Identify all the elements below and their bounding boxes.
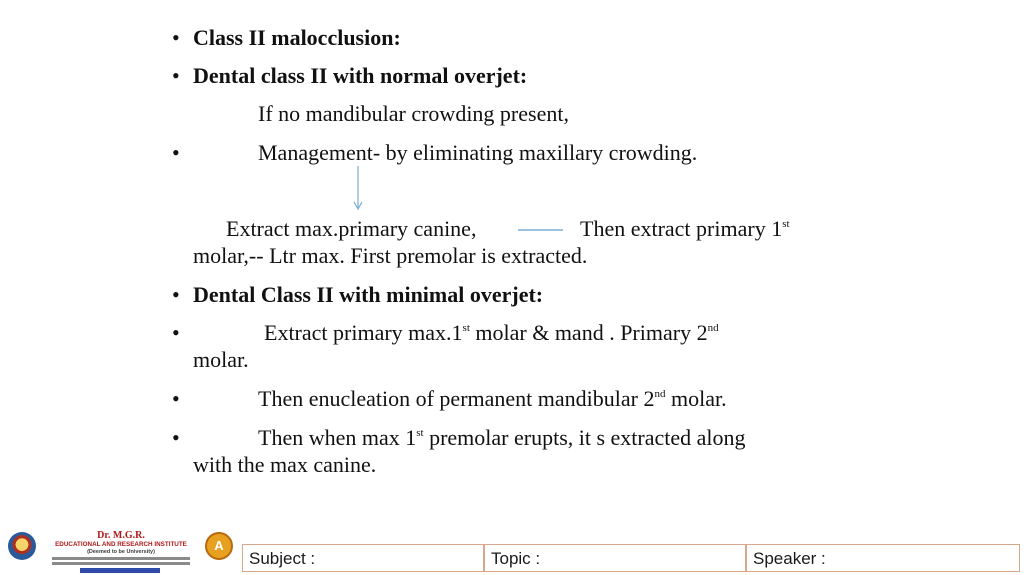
logo-subtitle: EDUCATIONAL AND RESEARCH INSTITUTE [55, 541, 187, 548]
text-with-max-canine: with the max canine. [193, 452, 377, 477]
subject-field: Subject : [242, 544, 484, 572]
superscript: st [416, 427, 424, 439]
heading-minimal-overjet: Dental Class II with minimal overjet: [193, 282, 544, 307]
topic-field: Topic : [484, 544, 746, 572]
logo-title: Dr. M.G.R. [97, 530, 145, 541]
text-part: Then enucleation of permanent mandibular 2 [258, 386, 655, 411]
text-part: premolar erupts, it s extracted along [423, 425, 746, 450]
text-then-extract [580, 215, 790, 242]
logo-note: (Deemed to be University) [87, 549, 155, 555]
text-part: molar & mand . Primary 2 [469, 320, 708, 345]
speaker-field: Speaker : [746, 544, 1020, 572]
text-part: Then when max 1 [258, 425, 417, 450]
institute-logo [4, 530, 232, 574]
text-extract-primary-molar [264, 319, 719, 346]
text-no-mandibular-crowding: If no mandibular crowding present, [258, 101, 569, 126]
text-premolar-erupts [258, 424, 746, 451]
bullet-dot: • [172, 282, 180, 307]
text-management: Management- by eliminating maxillary crowding. [258, 140, 698, 165]
emblem-icon [8, 532, 36, 560]
bullet-dot: • [172, 25, 180, 50]
text-first-premolar-extracted: molar,-- Ltr max. First premolar is extracted. [193, 243, 588, 268]
bullet-dot: • [172, 320, 180, 345]
logo-strip [80, 568, 160, 573]
superscript: nd [654, 388, 666, 400]
bullet-dot: • [172, 140, 180, 165]
heading-class-ii-malocclusion: Class II malocclusion: [193, 25, 401, 50]
text-part: Extract primary max.1 [264, 320, 463, 345]
bullet-dot: • [172, 386, 180, 411]
superscript: st [462, 322, 470, 334]
bullet-dot: • [172, 63, 180, 88]
text-extract-canine: Extract max.primary canine, [226, 216, 477, 241]
text-molar: molar. [193, 347, 249, 372]
logo-address-lines [44, 555, 198, 568]
superscript: nd [707, 322, 719, 334]
heading-normal-overjet: Dental class II with normal overjet: [193, 63, 528, 88]
text-then-extract-main: Then extract primary 1 [580, 216, 783, 241]
accreditation-badge-icon: A [205, 532, 233, 560]
superscript: st [782, 218, 790, 230]
slide-footer [0, 528, 1024, 575]
text-enucleation [258, 385, 727, 412]
bullet-dot: • [172, 425, 180, 450]
text-part: molar. [665, 386, 727, 411]
